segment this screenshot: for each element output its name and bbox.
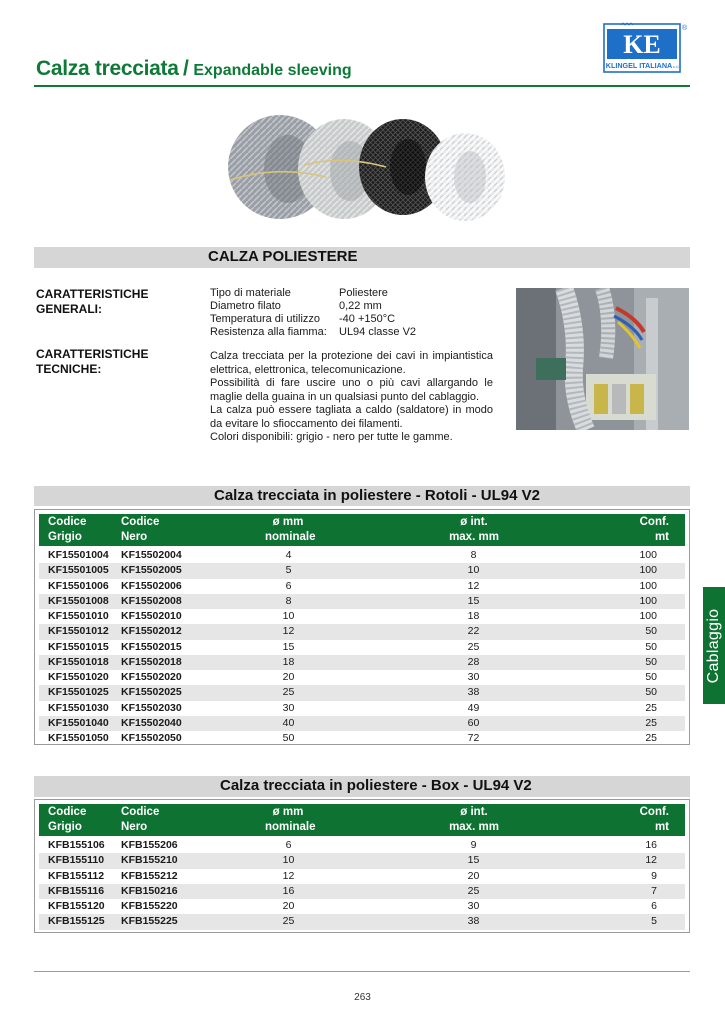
cell-package: 50: [645, 640, 657, 653]
title-separator: /: [183, 57, 189, 80]
table-row: KFB155110 KFB155210 10 15 12: [39, 853, 685, 868]
side-tab-label: Cablaggio: [705, 608, 722, 683]
table-row: KFB155116 KFB150216 16 25 7: [39, 884, 685, 899]
cell-package: 25: [645, 716, 657, 729]
table-body: [35, 548, 689, 746]
description-paragraph: Calza trecciata per la protezione dei cavi in impiantistica elettrica, elettronica, telecomunicazione.: [210, 350, 493, 376]
table1-title-band: [34, 486, 690, 506]
cell-code-black: KFB155210: [121, 854, 178, 867]
spec-key: Tipo di materiale: [210, 287, 291, 299]
section-side-tab: [703, 587, 725, 704]
registered-mark: ®: [682, 25, 687, 32]
table2-title-band: [34, 776, 690, 797]
cell-code-black: KF15502008: [121, 594, 182, 607]
table-body: [35, 838, 689, 930]
table-row: KF15501004 KF15502004 4 8 100: [48, 549, 657, 561]
cell-package: 7: [651, 884, 657, 897]
cell-package: 25: [645, 701, 657, 714]
header-code-grey: Codice Grigio: [48, 516, 87, 543]
cell-code-black: KF15502020: [121, 671, 182, 683]
cell-code-black: KFB155206: [121, 839, 178, 851]
cell-code-black: KFB155220: [121, 900, 178, 912]
cell-package: 100: [639, 579, 657, 592]
cell-code-grey: KF15501015: [48, 640, 109, 653]
cell-package: 100: [639, 594, 657, 607]
cell-code-black: KF15502030: [121, 701, 182, 714]
cell-code-grey: KF15501004: [48, 549, 109, 561]
table-row: KF15501012 KF15502012 12 22 50: [39, 624, 685, 639]
table-row: KFB155106 KFB155206 6 9 16: [48, 839, 657, 851]
page-number: 263: [354, 992, 371, 1003]
header-code-black: Codice Nero: [121, 516, 160, 543]
header-max-inner-diameter: ø int. max. mm: [449, 806, 499, 833]
spec-key: Temperatura di utilizzo: [210, 313, 321, 325]
table2-title: Calza trecciata in poliestere - Box - UL94 V2: [220, 777, 532, 794]
cell-code-grey: KF15501006: [48, 579, 109, 592]
header-code-grey: Codice Grigio: [48, 806, 87, 833]
spec-value: Poliestere: [339, 287, 388, 299]
cell-package: 9: [651, 869, 657, 882]
cell-package: 50: [645, 686, 657, 699]
table-row: KF15501010 KF15502010 10 18 100: [48, 610, 657, 622]
cell-code-grey: KFB155125: [48, 915, 105, 928]
cell-code-grey: KF15501020: [48, 671, 109, 683]
klingel-logo: [603, 22, 687, 74]
table-row: KF15501040 KF15502040 40 60 25: [39, 716, 685, 731]
description-paragraph: Possibilità di fare uscire uno o più cavi allargando le maglie della guaina in un qualsiasi punto del cablaggio.: [210, 377, 493, 403]
cell-code-black: KFB155225: [121, 915, 178, 928]
spec-value: UL94 classe V2: [339, 326, 417, 338]
product-coils-image: [218, 105, 510, 233]
table-row: KF15501050 KF15502050 50 72 25: [48, 732, 657, 744]
page-title: [36, 57, 352, 81]
cell-code-grey: KF15501040: [48, 716, 109, 729]
cell-code-black: KF15502025: [121, 686, 182, 699]
table-row: KFB155125 KFB155225 25 38 5: [39, 914, 685, 929]
cell-code-black: KF15502004: [121, 549, 182, 561]
cell-code-grey: KFB155110: [48, 854, 105, 867]
table-row: KF15501018 KF15502018 18 28 50: [39, 655, 685, 670]
header-package: Conf. mt: [639, 806, 669, 833]
title-subtitle: Expandable sleeving: [193, 62, 352, 79]
cell-code-black: KF15502010: [121, 610, 182, 622]
header-max-inner-diameter: ø int. max. mm: [449, 516, 499, 543]
title-rule: [34, 85, 690, 87]
description-paragraph: La calza può essere tagliata a caldo (saldatore) in modo da evitare lo sfioccamento dei filamenti.: [210, 404, 493, 430]
table-row: KF15501020 KF15502020 20 30 50: [48, 671, 657, 683]
spec-row: [210, 287, 416, 300]
table-rotoli: [34, 509, 690, 745]
table-row: KFB155112 KFB155212 12 20 9: [48, 869, 657, 882]
table-header: [39, 804, 685, 836]
table-header: [39, 514, 685, 546]
section-title: CALZA POLIESTERE: [208, 248, 358, 265]
table-row: KF15501008 KF15502008 8 15 100: [39, 594, 685, 609]
spec-value: -40 +150°C: [339, 313, 396, 325]
table-row: KF15501025 KF15502025 25 38 50: [39, 685, 685, 700]
table-row: KF15501030 KF15502030 30 49 25: [48, 701, 657, 714]
cell-code-black: KF15502006: [121, 579, 182, 592]
cell-code-black: KF15502040: [121, 716, 182, 729]
cell-code-grey: KF15501050: [48, 732, 109, 744]
cell-code-black: KF15502050: [121, 732, 182, 744]
cell-code-grey: KFB155112: [48, 869, 105, 882]
spec-key: Resistenza alla fiamma:: [210, 326, 327, 338]
cell-package: 100: [639, 549, 657, 561]
cell-code-grey: KFB155120: [48, 900, 105, 912]
table-row: KF15501015 KF15502015 15 25 50: [48, 640, 657, 653]
spec-row: [210, 313, 416, 326]
table-box: [34, 799, 690, 933]
cell-package: 100: [639, 564, 657, 577]
header-nominal-diameter: ø mm nominale: [265, 516, 316, 543]
installation-photo: [516, 288, 689, 430]
cell-code-grey: KF15501025: [48, 686, 109, 699]
cell-code-grey: KF15501008: [48, 594, 109, 607]
cell-code-grey: KF15501010: [48, 610, 109, 622]
table1-title: Calza trecciata in poliestere - Rotoli - UL94 V2: [214, 487, 540, 504]
section-band: [34, 247, 690, 268]
table-row: KF15501005 KF15502005 5 10 100: [39, 563, 685, 578]
cell-code-grey: KF15501018: [48, 655, 109, 668]
cell-code-grey: KF15501012: [48, 625, 109, 638]
header-code-black: Codice Nero: [121, 806, 160, 833]
logo-brand: KLINGEL ITALIANA: [605, 61, 673, 70]
cell-code-black: KF15502015: [121, 640, 182, 653]
cell-code-black: KF15502005: [121, 564, 182, 577]
cell-package: 50: [645, 671, 657, 683]
logo-letters: KE: [623, 30, 661, 59]
cell-code-grey: KF15501005: [48, 564, 109, 577]
technical-label: CARATTERISTICHE TECNICHE:: [36, 347, 149, 376]
spec-list: [210, 287, 416, 339]
table-row: KFB155120 KFB155220 20 30 6: [48, 900, 657, 912]
cell-code-black: KF15502018: [121, 655, 182, 668]
cell-package: 5: [651, 915, 657, 928]
spec-row: [210, 300, 416, 313]
table-row: KF15501006 KF15502006 6 12 100: [48, 579, 657, 592]
cell-package: 16: [645, 839, 657, 851]
cell-package: 25: [645, 732, 657, 744]
cell-package: 50: [645, 625, 657, 638]
title-main: Calza trecciata: [36, 57, 179, 80]
general-label: CARATTERISTICHE GENERALI:: [36, 287, 149, 316]
cell-code-grey: KFB155116: [48, 884, 105, 897]
cell-code-black: KFB155212: [121, 869, 178, 882]
spec-key: Diametro filato: [210, 300, 281, 312]
cell-code-black: KFB150216: [121, 884, 178, 897]
cell-package: 100: [639, 610, 657, 622]
cell-package: 6: [651, 900, 657, 912]
cell-code-grey: KF15501030: [48, 701, 109, 714]
header-package: Conf. mt: [639, 516, 669, 543]
logo-brand-suffix: s.r.l.: [673, 65, 680, 69]
cell-package: 50: [645, 655, 657, 668]
cell-code-grey: KFB155106: [48, 839, 105, 851]
spec-value: 0,22 mm: [339, 300, 382, 312]
description-paragraph: Colori disponibili: grigio - nero per tutte le gamme.: [210, 431, 453, 443]
footer-rule: [34, 971, 690, 972]
cell-package: 12: [645, 854, 657, 867]
cell-code-black: KF15502012: [121, 625, 182, 638]
spec-row: [210, 326, 416, 339]
header-nominal-diameter: ø mm nominale: [265, 806, 316, 833]
description: [210, 350, 493, 445]
